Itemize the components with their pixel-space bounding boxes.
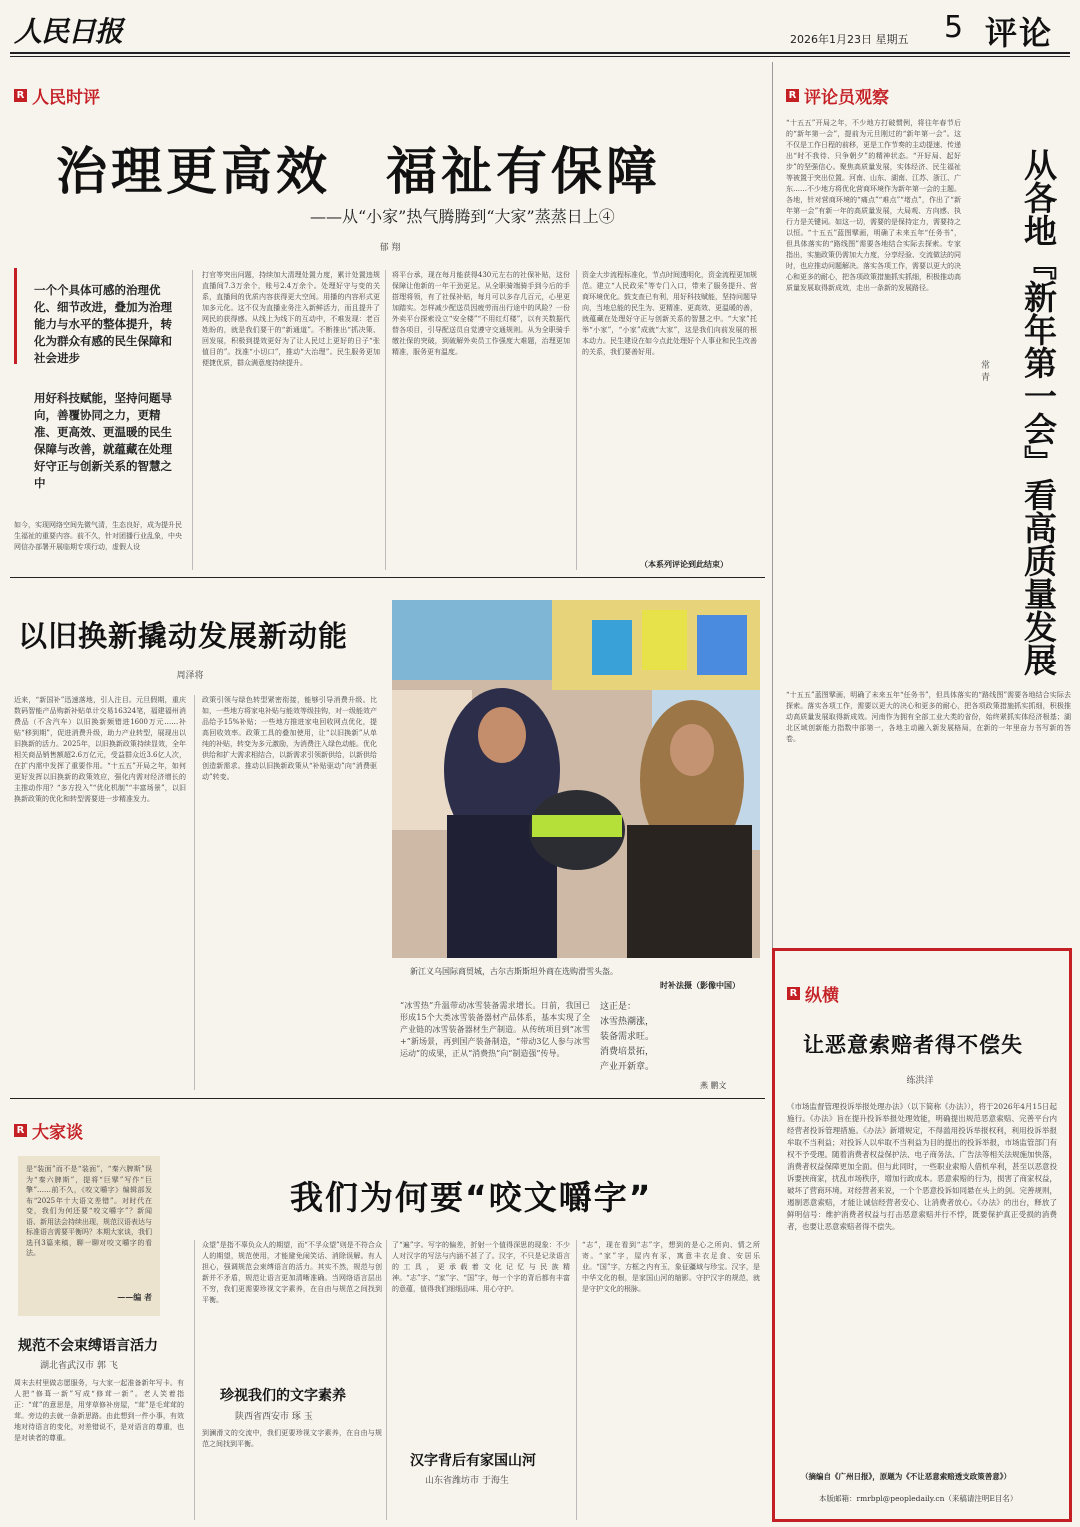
poem-block [600, 1000, 750, 1080]
poem-line: 这正是： [600, 1002, 637, 1012]
poem-author: 燕 鹏文 [700, 1081, 727, 1090]
page-number: 5 [944, 10, 964, 45]
callout-text-1: 一个个具体可感的治理优化、细节改进，叠加为治理能力与水平的整体提升，转化为群众有感的民生保障和社会进步 [34, 283, 172, 365]
article-2-title: 珍视我们的文字素养 [220, 1388, 346, 1404]
zongheng-author: 练洪洋 [906, 1076, 934, 1086]
column-label-zongheng: R 纵横 [787, 981, 839, 1006]
divider [385, 270, 386, 570]
divider [194, 695, 195, 1090]
top-subheadline: ——从“小家”热气腾腾到“大家”蒸蒸日上④ [310, 207, 615, 226]
observation-text-cont: “十五五”蓝图擘画，明确了未来五年“任务书”，但具体落实的“路线图”需要各地结合实际去探索。落实各项工作，需要以更大的决心和更多的耐心，把各项政策措施抓实抓细，积极推动高质量发展取得新成效。河南作为拥有全部工业大类的省份，始终紧抓实体经济根基；湖北区域创新能力指数中部第一，各地主动融入新发展格局，在新的一年里奋力书写新的答卷。 [786, 691, 1071, 743]
article-1-title: 规范不会束缚语言活力 [18, 1338, 158, 1354]
photo-credit: 时补法摄（影像中国） [660, 980, 740, 990]
photo-illustration [392, 600, 760, 958]
r-mark-icon: R [786, 89, 799, 102]
page-email: 本版邮箱：rmrbpl@peopledaily.cn（来稿请注明E目名） [819, 1494, 1018, 1503]
tradein-col2-text: 政策引领与绿色转型紧密衔接，能够引导消费升级。比如，一些地方将家电补贴与能效等级挂钩，对一级能效产品给予15%补贴；一些地方推进家电回收网点优化，提高回收效率。政策工具的叠加使用，让“以旧换新”从单纯的补贴，转变为多元激励，为消费注入绿色动能。优化供给和扩大需求相结合，以新需求引领新供给，以新供给创造新需求。推动以旧换新政策从“补贴驱动”向“消费驱动”转变。 [202, 696, 377, 781]
poem-line: 装备需求旺。 [600, 1032, 655, 1042]
article-2-text-cont: 到澜滑文的交流中，我们更要珍视文字素养，在自由与规范之间找到平衡。 [202, 1429, 382, 1448]
article-1-text: 周末去村里做志愿服务，与大家一起准备新年写卡。有人把“修葺一新”写成“修茸一新”。老人笑着指正：“茸”的意思是，用芽草修补房屋，“茸”是毛茸茸的茸。旁边的去就一条新思路。由此想到一件小事，有效地对待语言的变化，对差错说不，是对语言的尊重，也是对读者的尊重。 [14, 1379, 184, 1442]
section-divider [10, 1098, 765, 1099]
divider [386, 1240, 387, 1520]
editor-note-text: 是“装面”而不是“装面”，“秦六脾斯”误为“秦六脾斯”，提将“巨擘”写作“巨擎”……前不久，《咬文嚼字》编辑部发布“2025年十大语文差错”。对时代在变，我们为何还要“咬文嚼字”？新闻语、新用法会持续出现，规范汉语表达与标准语言需要平衡吗？本期大家谈，我们选刊3篇来稿，聊一聊对咬文嚼字的看法。 [26, 1165, 152, 1257]
top-author: 郁 翔 [379, 243, 401, 253]
zongheng-text: 《市场监督管理投诉举报处理办法》（以下简称《办法》），将于2026年4月15日起施行。《办法》旨在提升投诉举报处理效能，明确提出规范恶意索赔、完善平台内经营者投诉管理措施。《办法》新增规定，不得滥用投诉举报权利，利用投诉举报牟取不当利益；对投诉人以牟取不当利益为目的提出的投诉举报，市场监管部门有权不予受理。随着消费者权益保护法、电子商务法、广告法等相关法规施加快落，消费者权益保障更加全面。但与此同时，一些职业索赔人借机牟利，甚至以恶意投诉要挟商家，扰乱市场秩序，增加行政成本。恶意索赔的行为，损害了商家权益，破坏了营商环境。对经营者来说，一个个恶意投诉如同悬在头上的剑。完善规则，遏制恶意索赔，才能让诚信经营者安心、让消费者放心。《办法》的出台，释放了鲜明信号：维护消费者权益与打击恶意索赔并行不悖，既要保护真正受损的消费者，也要让恶意索赔者得不偿失。 [787, 1102, 1057, 1231]
article-2-text: 众望”是指不辜负众人的期望，而“不孚众望”则是不符合众人的期望，规范使用，才能避免闹笑话、消除误解。有人担心，强调规范会束缚语言的活力。其实不然，规范与创新并不矛盾，规范让语言更加清晰准确。当网络语言层出不穷，我们更需要珍视文字素养，在自由与规范之间找到平衡。 [202, 1241, 382, 1304]
tradein-headline: 以旧换新撬动发展新动能 [18, 619, 349, 653]
top-headline: 治理更高效 福祉有保障 [56, 143, 662, 202]
observation-headline: 从各地『新年第一会』看高质量发展 [1019, 148, 1058, 676]
article-1-author: 湖北省武汉市 郭 飞 [40, 1361, 118, 1371]
editor-note-box [18, 1156, 160, 1316]
news-photo [392, 600, 760, 958]
r-mark-icon: R [14, 89, 27, 102]
divider [194, 1240, 195, 1520]
article-2-author: 陕西省西安市 琢 玉 [235, 1412, 313, 1422]
editor-note-sign: ——编 者 [117, 1292, 152, 1302]
section-divider [10, 577, 765, 578]
newspaper-logo: 人民日报 [14, 15, 123, 48]
issue-date: 2026年1月23日 星期五 [790, 33, 909, 46]
article-3-text: 了“遍”字。写字的偏差，折射一个值得深思的现象：不少人对汉字的写法与内涵不甚了了。汉字，不只是记录语言的工具，更承载着文化记忆与民族精神。“志”字、“家”字、“国”字，每一个字的背后都有丰富的意蕴，值得我们细细品味、用心守护。 [392, 1241, 570, 1293]
masthead-rule [10, 52, 1070, 54]
divider [192, 270, 193, 570]
top-col3-text: 将平台承，现在每月能获得430元左右的社保补贴，这份保障让他新的一年干劲更足。从全职骑端骑手到今后的手搭理将领，有了社保补贴，每月可以多存几百元，心里更加踏实。怎样减少配送员因疲劳而出行途中的风险？一份外卖平台探索设立“安全楼”“不用红灯楼”，以有关数据代替各项目，引导配送员自觉遵守交通规则。从为全职骑手缴社保的突破，到破解外卖员工作强度大难题，治理更加精准，服务更有温度。 [392, 271, 570, 356]
callout-box [14, 268, 172, 503]
top-col4-text: 资金大步流程标准化，节点时间透明化，资金流程更加规范。建立“人民政采”等专门入口，带来了服务提升、营商环境优化。鼓支查已有利，用好科技赋能，坚持问题导向，当地总能的民生为、更精准、更高效、更温暖的善，就蕴藏在处理好守正与创新关系的智慧之中。“大家”托举“小家”，“小家”成就“大家”，这是我们向前发展的根本动力。民生建设在如今点此处理好个人事业和民生改善的关系，我们要善好用。 [582, 271, 757, 356]
tradein-author: 周泽将 [176, 671, 204, 681]
r-mark-icon: R [787, 987, 800, 1000]
zongheng-headline: 让恶意索赔者得不偿失 [803, 1033, 1023, 1057]
callout-text-2: 用好科技赋能，坚持问题导向，善覆协同之力，更精准、更高效、更温暖的民生保障与改善，就蕴藏在处理好守正与创新关系的智慧之中 [34, 391, 172, 490]
column-label-renmin-shiping: R 人民时评 [14, 83, 100, 108]
top-col1-text: 如今，实现网络空间先微气清，生态良好，成为提升民生福祉的重要内容。前不久，针对团播行业乱象，中央网信办部署开展临期专项行动，虚假人设 [14, 521, 182, 551]
dajiatan-headline: 我们为何要“咬文嚼字” [290, 1178, 653, 1217]
tradein-col1-text: 近来，“新国补”迅速落地，引人注目。元旦假期，重庆数码智能产品购新补贴单计交易16324笔，福建福州消费品（不含汽车）以旧换新频错进1600万元……补贴“移到期”，促进消费升级，助力产业转型，展现出以旧换新的活力。2025年，以旧换新政策持续显效，全年相关商品销售额超2.6万亿元，受益群众近3.6亿人次，在扩内需中发挥了重要作用。“十五五”开局之年，如何更好发挥以旧换新的政策效应，强化内需对经济增长的主推动作用？“多方投入”“优化机制”“丰富场景”，以旧换新政策的优化和转型需要进一步精准发力。 [14, 696, 186, 803]
article-3-text-cont: “志”，现在看到“志”字，想到的是心之所向、情之所寄。“家”字，屋内有豕，寓意丰衣足食、安居乐业。“国”字，方框之内有玉，象征疆域与珍宝。汉字，是中华文化的根，是家国山河的缩影。守护汉字的规范，就是守护文化的根脉。 [582, 1241, 760, 1293]
masthead [0, 0, 1080, 60]
top-col2-text: 打官等突出问题，持续加大清理处置力度，累计处置违规直播间7.3万余个，账号2.4万余个。处理好守与变的关系，直播间的优质内容获得更大空间。用播的内容形式更加多元化。这不仅为直播业务注入新鲜活力，而且提升了网民的获得感。从线上为线下的互动中，不难发现：老百姓盼的，就是我们要干的“新通道”。不断推出“抓决策、回发展，积极到提效更好为了让人民过上更好的日子“张值目的”。找准“小切口”，推动“大治理”。民生服务更加便捷优质，群众满意度持续提升。 [202, 271, 380, 367]
article-3-author: 山东省潍坊市 于海生 [425, 1476, 509, 1486]
masthead-rule-thin [10, 56, 1070, 57]
section-title: 评论 [985, 14, 1054, 52]
cartoon-text: “冰雪热”升温带动冰雪装备需求增长。日前，我国已形成15个大类冰雪装备器材产品体系，基本实现了全产业链的冰雪装备器材生产制造。从传统项目到“冰雪+”新场景，再到国产装备制造，“带动3亿人参与冰雪运动”的成果，正从“消费热”向“制造强”传导。 [400, 1001, 590, 1058]
divider [576, 270, 577, 570]
zongheng-box [772, 948, 1072, 1522]
poem-line: 消费培景拓， [600, 1047, 655, 1057]
column-label-pinglunyuan: R 评论员观察 [786, 83, 889, 108]
series-end-note: （本系列评论到此结束） [640, 559, 728, 569]
callout-accent-bar [14, 268, 17, 364]
photo-caption: 新江义乌国际商贸城，古尔吉斯斯坦外商在选购滑雪头盔。 [410, 967, 618, 976]
poem-line: 产业开新章。 [600, 1062, 655, 1072]
poem-line: 冰雪热潮涨， [600, 1017, 655, 1027]
article-3-title: 汉字背后有家国山河 [410, 1453, 536, 1469]
observation-author: 常 青 [979, 360, 989, 381]
zongheng-source-note: （摘编自《广州日报》，原题为《不让恶意索赔透支政策善意》） [801, 1472, 1011, 1481]
divider [576, 1240, 577, 1520]
column-label-dajiatan: R 大家谈 [14, 1118, 83, 1143]
r-mark-icon: R [14, 1124, 27, 1137]
observation-text: “十五五”开局之年，不少地方打破惯例，将往年春节后的“新年第一会”，提前为元旦刚过的“新年第一会”。这不仅是工作日程的前移，更是工作节奏的主动提速、传递出“时不我待、只争朝夕”的精神状态。“开好局、起好步”的坚强信心。聚焦高质量发展，实体经济、民生福祉等被置于突出位置。河南、山东、湖南、江苏、浙江、广东……不少地方将优化营商环境作为新年第一会的主题。各地，针对营商环境的“痛点”“难点”“堵点”，作出了“新年第一会”有新一年的高质量发展，大局观、方向感、执行力是关键词。如这一切，需要的是保持定力，需要持之以恒。“十五五”蓝图擘画，明确了未来五年“任务书”，但具体落实的“路线图”需要各地结合实际去探索。专家指出，实施政策仍需加大力度，分享经验、交流做法的同时，也应推动问题解决。落实各项工作，需要以更大的决心和更多的耐心，把各项政策措施抓实抓细，积极推动高质量发展取得新成效，走出一条新的发展路径。 [786, 119, 961, 292]
